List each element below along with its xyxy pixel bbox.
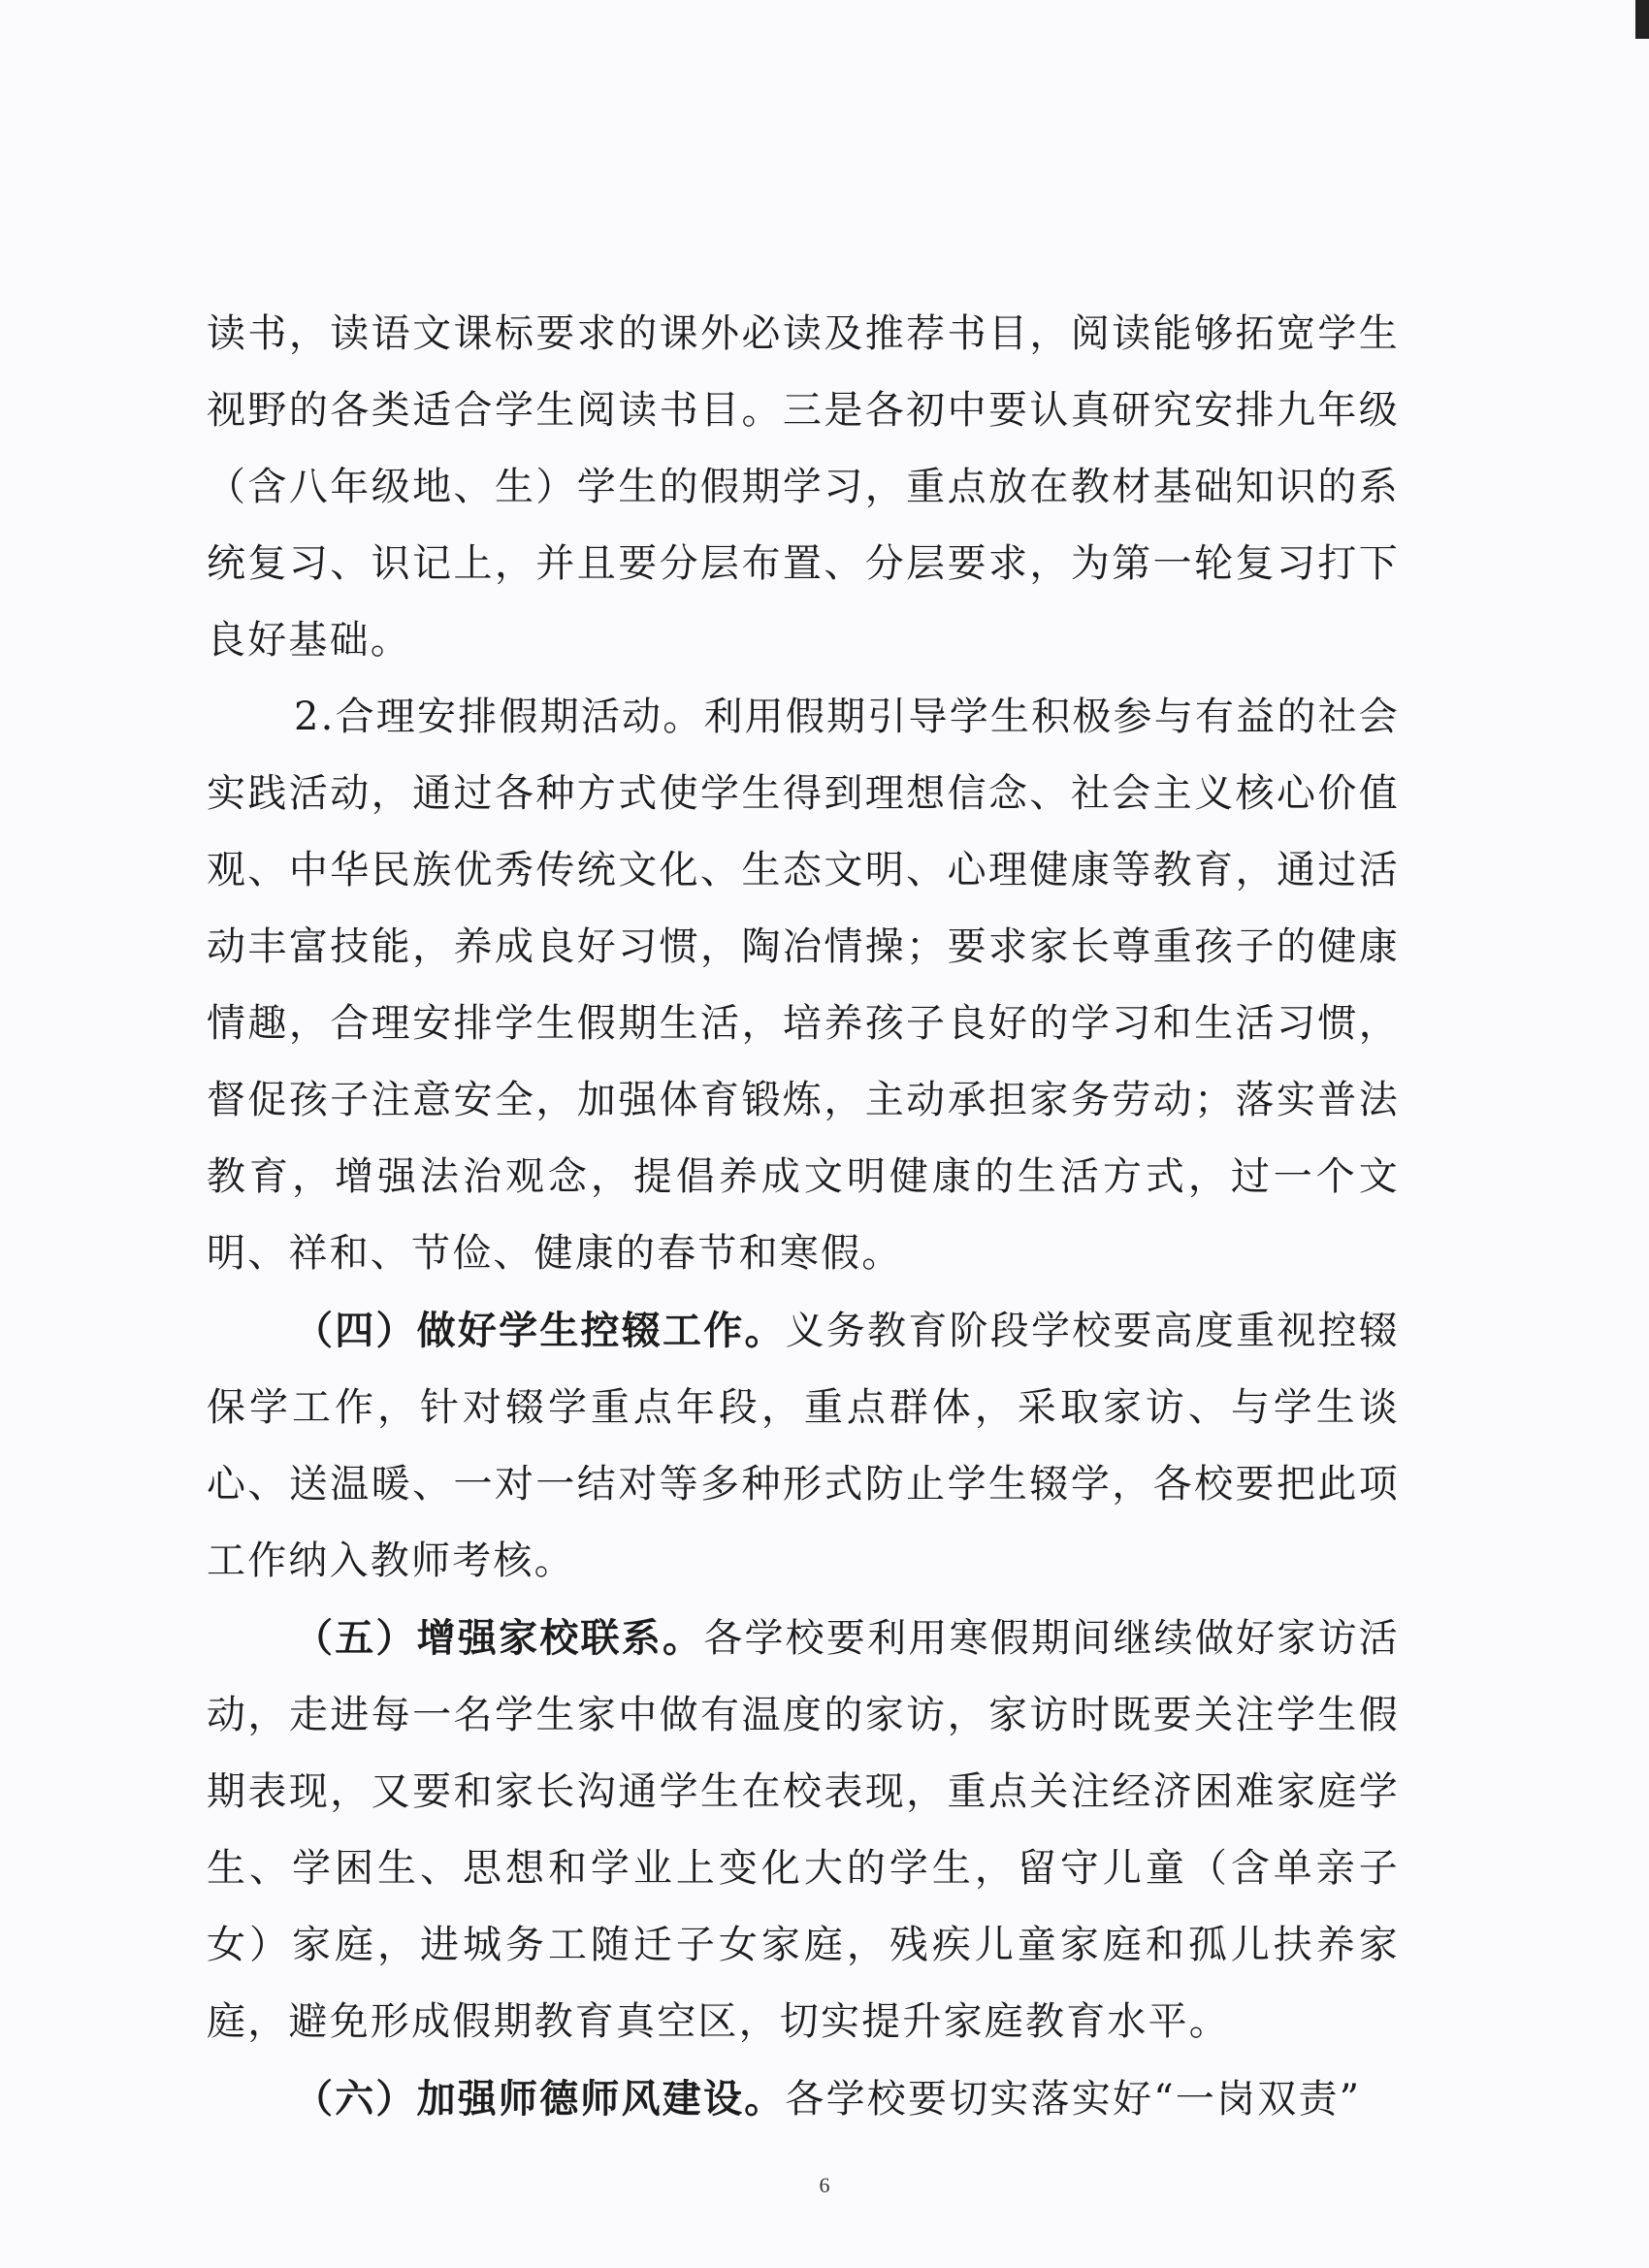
paragraph-2-text: 2.合理安排假期活动。利用假期引导学生积极参与有益的社会实践活动，通过各种方式使学生得到理想信念、社会主义核心价值观、中华民族优秀传统文化、生态文明、心理健康等教育，通过活动丰富技能，养成良好习惯，陶冶情操；要求家长尊重孩子的健康情趣，合理安排学生假期生活，培养孩子良好的学习和生活习惯，督促孩子注意安全，加强体育锻炼，主动承担家务劳动；落实普法教育，增强法治观念，提倡养成文明健康的生活方式，过一个文明、祥和、节俭、健康的春节和寒假。 xyxy=(207,695,1400,1276)
paragraph-2 xyxy=(207,679,1400,1292)
paragraph-1 xyxy=(207,296,1400,679)
paragraph-5-text: 各学校要切实落实好“一岗双责” xyxy=(785,2077,1362,2122)
document-body xyxy=(207,296,1400,2138)
paragraph-1-text: 读书，读语文课标要求的课外必读及推荐书目，阅读能够拓宽学生视野的各类适合学生阅读书目。三是各初中要认真研究安排九年级（含八年级地、生）学生的假期学习，重点放在教材基础知识的系统复习、识记上，并且要分层布置、分层要求，为第一轮复习打下良好基础。 xyxy=(207,311,1400,663)
page-number: 6 xyxy=(819,2173,830,2197)
paragraph-5 xyxy=(207,2060,1400,2138)
paragraph-5-heading: （六）加强师德师风建设。 xyxy=(294,2076,786,2122)
paragraph-4-heading: （五）增强家校联系。 xyxy=(294,1615,704,1661)
paragraph-3 xyxy=(207,1292,1400,1600)
paragraph-4-text: 各学校要利用寒假期间继续做好家访活动，走进每一名学生家中做有温度的家访，家访时既要关注学生假期表现，又要和家长沟通学生在校表现，重点关注经济困难家庭学生、学困生、思想和学业上变化大的学生，留守儿童（含单亲子女）家庭，进城务工随迁子女家庭，残疾儿童家庭和孤儿扶养家庭，避免形成假期教育真空区，切实提升家庭教育水平。 xyxy=(207,1616,1400,2044)
paragraph-4 xyxy=(207,1600,1400,2060)
scan-edge-shadow xyxy=(1635,0,1649,39)
paragraph-3-text: 义务教育阶段学校要高度重视控辍保学工作，针对辍学重点年段，重点群体，采取家访、与学生谈心、送温暖、一对一结对等多种形式防止学生辍学，各校要把此项工作纳入教师考核。 xyxy=(207,1309,1401,1583)
paragraph-3-heading: （四）做好学生控辍工作。 xyxy=(294,1308,786,1353)
